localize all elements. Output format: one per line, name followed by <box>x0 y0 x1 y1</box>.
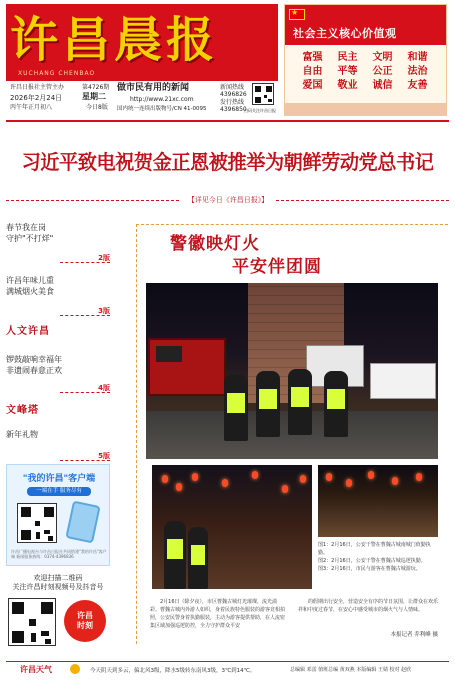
skyline-decoration <box>285 103 447 115</box>
newspaper-title: 许昌晨报 <box>10 12 219 68</box>
delivery-hotline: 4396850 <box>220 106 247 113</box>
officer-figure <box>224 375 248 441</box>
value-item: 富强 <box>302 52 323 63</box>
xuchang-shike-logo: 许昌 时刻 <box>64 600 106 642</box>
sponsor: 许昌日报社主管主办 <box>10 84 65 91</box>
delivery-label: 发行热线 <box>220 99 245 106</box>
page-ref: 4版 <box>60 383 110 393</box>
masthead-qr-code[interactable] <box>252 83 274 105</box>
wechat-prompt: 欢迎扫描二维码 关注许昌时刻视频号及抖音号 <box>12 574 104 591</box>
officer-figure <box>188 527 208 589</box>
value-item: 平等 <box>337 66 358 77</box>
page-count: 今日8版 <box>86 104 108 111</box>
footer-bar <box>6 661 449 675</box>
core-values-header <box>285 5 447 45</box>
app-subtitle: 一端在手 服务尽有 <box>27 487 91 496</box>
officer-figure <box>324 371 348 437</box>
value-item: 爱国 <box>302 80 323 91</box>
weather-sun-icon <box>70 664 80 674</box>
teaser-item[interactable]: 许昌年味儿重 满城烟火美食 <box>6 276 54 296</box>
value-item: 敬业 <box>337 80 358 91</box>
weekday: 星期二 <box>82 92 106 101</box>
value-item: 和谐 <box>407 52 428 63</box>
teaser-item[interactable]: 锣鼓敲响幸福年 非遗闹春意正欢 <box>6 355 62 375</box>
lunar-date: 丙午年正月初八 <box>10 104 53 111</box>
see-more-note: 【详见今日《许昌日报》】 <box>180 194 276 207</box>
photo-police-night-patrol <box>146 283 438 459</box>
newspaper-pinyin: XUCHANG CHENBAO <box>18 70 96 77</box>
qr-caption: 扫码关注许昌日报 <box>244 108 276 113</box>
flag-icon: ★ <box>289 9 305 20</box>
page-ref: 2版 <box>60 253 110 263</box>
officer-figure <box>288 369 312 435</box>
value-item: 诚信 <box>372 80 393 91</box>
value-item: 公正 <box>372 66 393 77</box>
photo-patrol-street <box>152 465 312 589</box>
lead-headline[interactable]: 习近平致电祝贺金正恩被推举为朝鲜劳动党总书记 <box>21 150 434 174</box>
section-title: 文峰塔 <box>6 405 39 416</box>
value-item: 友善 <box>407 80 428 91</box>
app-promo[interactable] <box>6 464 110 566</box>
teaser-item[interactable]: 新年礼物 <box>6 430 38 439</box>
weather-label: 许昌天气 <box>20 665 52 674</box>
core-values-grid <box>295 51 440 93</box>
masthead-banner <box>6 4 278 81</box>
app-title: "我的许昌"客户端 <box>22 474 96 484</box>
fire-truck <box>148 338 226 396</box>
section-title: 人文许昌 <box>6 326 50 337</box>
app-qr-code[interactable] <box>17 503 57 543</box>
article-headline-line2[interactable]: 平安伴团圆 <box>232 257 322 277</box>
value-item: 自由 <box>302 66 323 77</box>
motto: 做市民有用的新闻 <box>117 83 190 93</box>
editorial-staff: 总编辑 邓雷 值班总编 黄双燕 本版编辑 王婧 校对 赵欣 <box>290 667 412 673</box>
value-item: 文明 <box>372 52 393 63</box>
officer-figure <box>256 371 280 437</box>
ambulance <box>370 363 436 399</box>
page-ref: 3版 <box>60 306 110 316</box>
value-item: 法治 <box>407 66 428 77</box>
weather-forecast: 今天阴天到多云，偏北风3级，降水5级转东南风3级，3℃到14℃。 <box>90 668 256 674</box>
core-values-panel <box>284 4 447 116</box>
article-headline-line1[interactable]: 警徽映灯火 <box>170 234 260 254</box>
issue-number: 第4726期 <box>82 84 110 91</box>
cn-code: 国内统一连续出版物号/CN 41-0095 <box>117 106 207 112</box>
teaser-item[interactable]: 春节我在岗 守护"不打烊" <box>6 223 54 243</box>
app-footer: 许昌广播电视台与许昌日报社共同搭建"我的许昌"客户端 新闻服务热线：0374-4396836 <box>11 549 107 559</box>
photo-crowd-old-town <box>318 465 438 537</box>
reporter-credit: 本报记者 乔利峰 摄 <box>390 632 438 638</box>
photo-captions: 图1：2月16日，公安干警在曹魏古城南城门值勤执勤。 图2：2月16日，公安干警在曹魏古城巡逻执勤。 图3：2月16日，市民与游客在曹魏古城游玩。 <box>318 542 431 572</box>
news-hotline: 4396826 <box>220 91 247 98</box>
masthead-divider <box>6 120 449 122</box>
core-values-title: 社会主义核心价值观 <box>293 27 397 40</box>
issue-date: 2026年2月24日 <box>10 94 63 102</box>
officer-figure <box>164 521 186 589</box>
website[interactable]: http://www.21xc.com <box>130 96 194 103</box>
article-body-right: 的假期出行安全，营造安全有序的节日氛围，让群众在欢乐祥和中度过春节，在安心中感受城市的烟火气与人情味。 <box>298 599 439 613</box>
phone-icon <box>65 501 100 544</box>
page-ref: 5版 <box>60 451 110 461</box>
value-item: 民主 <box>337 52 358 63</box>
video-qr-code[interactable] <box>8 598 56 646</box>
news-hotline-label: 新闻热线 <box>220 84 245 91</box>
masthead-info <box>6 83 278 116</box>
article-body-left: 2月16日（除夕夜），市区曹魏古城灯光璀璨，流光溢彩。曹魏古城内外游人如织，身着民族特色服装的游客竞相拍照，公安民警身着执勤服装，主动为游客提供帮助，在人流密集区域加强巡逻防控，全力守护群众平安 <box>150 599 286 629</box>
